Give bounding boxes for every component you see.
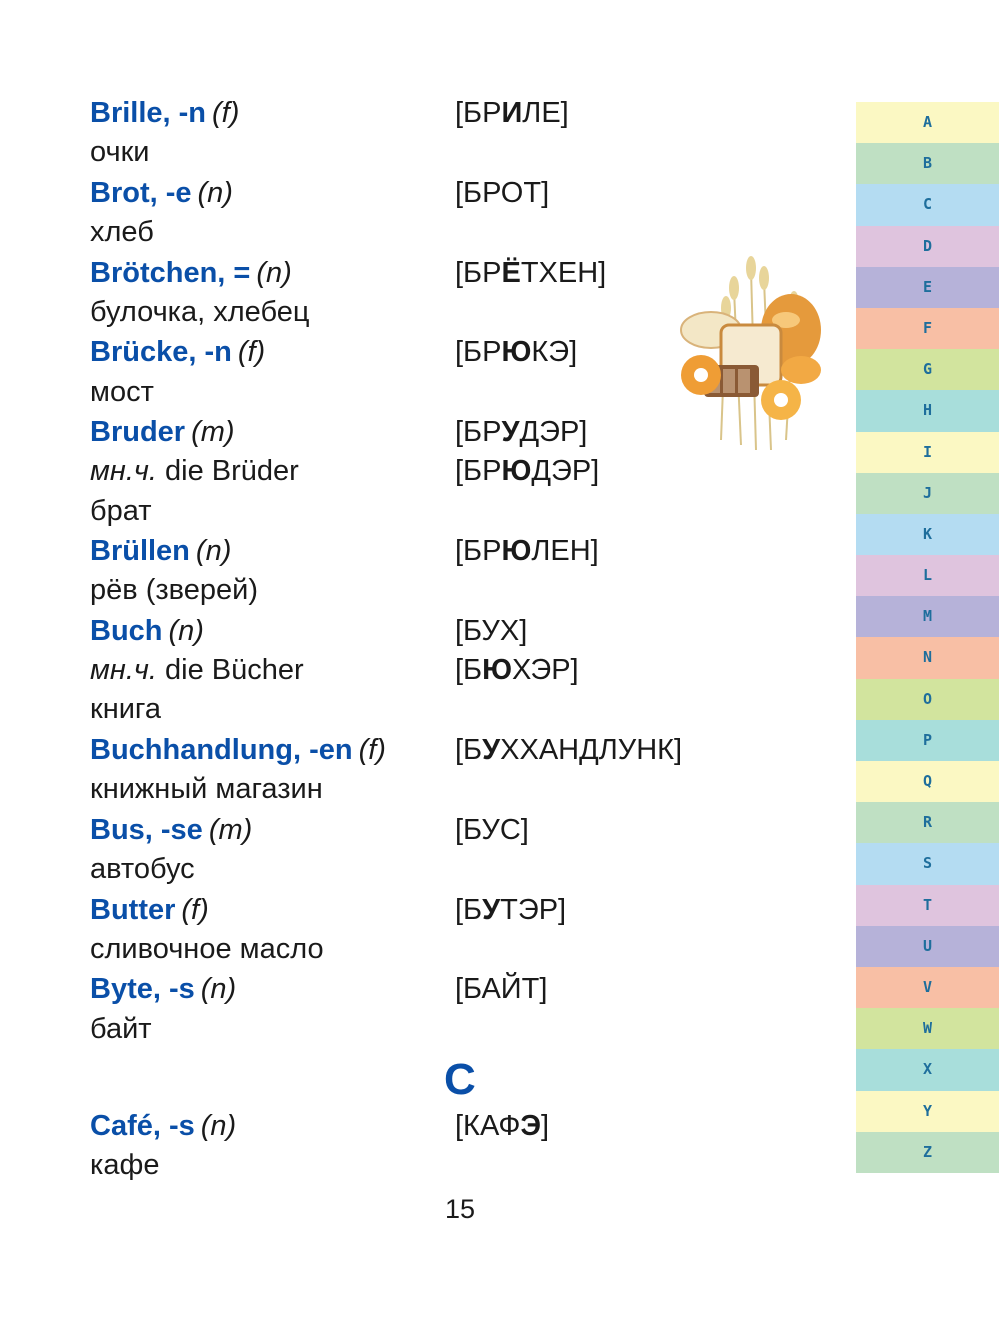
transcription-stressed-vowel: Ю [501, 455, 532, 488]
transcription [455, 174, 549, 212]
alphabet-tab[interactable]: J [856, 473, 999, 514]
plural-line [90, 452, 299, 490]
translation: кафе [90, 1149, 160, 1182]
entry-headword-line [90, 970, 236, 1008]
alphabet-tab[interactable]: K [856, 514, 999, 555]
transcription-stressed-vowel: Ю [501, 336, 532, 369]
transcription-start: [БУС] [455, 813, 529, 846]
transcription-end: ДЭР] [519, 416, 588, 449]
bread-illustration-icon [676, 250, 826, 455]
transcription-end: ЛЕН] [531, 535, 599, 568]
alphabet-tab[interactable]: E [856, 267, 999, 308]
alphabet-tab[interactable]: G [856, 349, 999, 390]
transcription-stressed-vowel: У [501, 416, 520, 449]
entry-headword-line [90, 174, 233, 212]
grammatical-gender: (n) [195, 535, 232, 568]
transcription-start: [БР [455, 97, 502, 129]
section-letter: C [444, 1055, 476, 1104]
alphabet-tab[interactable]: T [856, 885, 999, 926]
transcription-stressed-vowel: И [501, 97, 523, 129]
transcription [455, 651, 579, 689]
transcription-end: ХЭР] [512, 654, 579, 687]
entry-headword-line [90, 1107, 236, 1145]
translation: мост [90, 375, 154, 408]
alphabet-tab[interactable]: L [856, 555, 999, 596]
transcription [455, 333, 577, 371]
alphabet-tab[interactable]: F [856, 308, 999, 349]
transcription-stressed-vowel: Ю [501, 535, 532, 568]
entry-headword-line [90, 811, 252, 849]
headword: Bus, -se [90, 813, 203, 846]
alphabet-tab[interactable]: D [856, 226, 999, 267]
transcription-start: [Б [455, 654, 483, 687]
transcription [455, 811, 529, 849]
transcription-start: [БР [455, 256, 502, 289]
headword: Brücke, -n [90, 336, 232, 369]
alphabet-tab[interactable]: X [856, 1049, 999, 1090]
transcription-stressed-vowel: У [482, 893, 501, 926]
transcription-stressed-vowel: Ё [501, 256, 521, 289]
grammatical-gender: (n) [256, 256, 292, 289]
headword: Brille, -n [90, 97, 207, 129]
transcription-end: ТЭР] [500, 893, 567, 926]
transcription [455, 731, 682, 769]
headword: Byte, -s [90, 973, 195, 1006]
alphabet-index [856, 102, 999, 1173]
transcription-start: [БРОТ] [455, 176, 550, 209]
translation: брат [90, 494, 152, 527]
alphabet-tab[interactable]: V [856, 967, 999, 1008]
headword: Buch [90, 615, 163, 647]
transcription-stressed-vowel: У [482, 734, 501, 766]
headword: Buchhandlung, -en [90, 734, 353, 766]
transcription [455, 970, 547, 1008]
transcription [455, 532, 599, 570]
alphabet-tab[interactable]: R [856, 802, 999, 843]
headword: Café, -s [90, 1110, 195, 1142]
grammatical-gender: (f) [358, 734, 386, 766]
entry-headword-line [90, 254, 292, 292]
plural-label: мн.ч. [90, 455, 157, 488]
translation: рёв (зверей) [90, 574, 258, 607]
transcription [455, 452, 599, 490]
headword: Butter [90, 893, 176, 926]
alphabet-tab[interactable]: S [856, 843, 999, 884]
grammatical-gender: (f) [237, 336, 266, 369]
alphabet-tab[interactable]: Y [856, 1091, 999, 1132]
entry-headword-line [90, 731, 386, 769]
headword: Brötchen, = [90, 256, 251, 289]
alphabet-tab[interactable]: N [856, 637, 999, 678]
transcription-end: КЭ] [531, 336, 578, 369]
grammatical-gender: (n) [200, 973, 237, 1006]
headword: Bruder [90, 416, 186, 449]
transcription-start: [БУХ] [455, 615, 528, 647]
transcription-end: ХХАНДЛУНК] [500, 734, 683, 766]
grammatical-gender: (n) [200, 1110, 237, 1142]
alphabet-tab[interactable]: H [856, 390, 999, 431]
transcription-start: [БР [455, 336, 502, 369]
alphabet-tab[interactable]: P [856, 720, 999, 761]
alphabet-tab[interactable]: C [856, 184, 999, 225]
alphabet-tab[interactable]: B [856, 143, 999, 184]
transcription-end: ЛЕ] [522, 97, 569, 129]
transcription-stressed-vowel: Э [520, 1110, 542, 1142]
transcription [455, 1107, 549, 1145]
entry-headword-line [90, 532, 231, 570]
page-number: 15 [445, 1194, 476, 1224]
grammatical-gender: (f) [181, 893, 209, 926]
translation: книга [90, 693, 161, 726]
translation: очки [90, 136, 150, 169]
translation: автобус [90, 853, 195, 885]
plural-form: die Bücher [165, 654, 304, 687]
grammatical-gender: (n) [197, 176, 233, 209]
alphabet-tab[interactable]: I [856, 432, 999, 473]
transcription-start: [БАЙТ] [455, 973, 548, 1006]
alphabet-tab[interactable]: O [856, 679, 999, 720]
transcription-end: ] [541, 1110, 550, 1142]
translation: булочка, хлебец [90, 295, 310, 328]
headword: Brot, -e [90, 176, 192, 209]
entry-headword-line [90, 333, 265, 371]
transcription [455, 891, 566, 929]
entry-headword-line [90, 891, 209, 929]
transcription-end: ТХЕН] [520, 256, 607, 289]
transcription [455, 94, 569, 132]
plural-label: мн.ч. [90, 654, 157, 687]
translation: байт [90, 1012, 152, 1045]
alphabet-tab[interactable]: A [856, 102, 999, 143]
transcription-end: ДЭР] [531, 455, 600, 488]
translation: книжный магазин [90, 773, 323, 806]
transcription-stressed-vowel: Ю [482, 654, 512, 687]
transcription-start: [КАФ [455, 1110, 521, 1142]
alphabet-tab[interactable]: U [856, 926, 999, 967]
transcription-start: [БР [455, 416, 502, 449]
grammatical-gender: (m) [208, 813, 253, 846]
grammatical-gender: (f) [212, 97, 240, 129]
transcription-start: [Б [455, 893, 483, 926]
transcription-start: [Б [455, 734, 483, 766]
plural-form: die Brüder [165, 455, 299, 488]
alphabet-tab[interactable]: Z [856, 1132, 999, 1173]
entry-headword-line [90, 94, 239, 132]
transcription [455, 413, 587, 451]
entry-headword-line [90, 413, 235, 451]
transcription-start: [БР [455, 455, 502, 488]
transcription [455, 254, 606, 292]
plural-line [90, 651, 304, 689]
alphabet-tab[interactable]: W [856, 1008, 999, 1049]
alphabet-tab[interactable]: Q [856, 761, 999, 802]
alphabet-tab[interactable]: M [856, 596, 999, 637]
entry-headword-line [90, 612, 204, 650]
transcription [455, 612, 527, 650]
grammatical-gender: (m) [191, 416, 235, 449]
translation: хлеб [90, 216, 154, 248]
translation: сливочное масло [90, 932, 324, 965]
headword: Brüllen [90, 535, 190, 568]
grammatical-gender: (n) [168, 615, 204, 647]
transcription-start: [БР [455, 535, 502, 568]
